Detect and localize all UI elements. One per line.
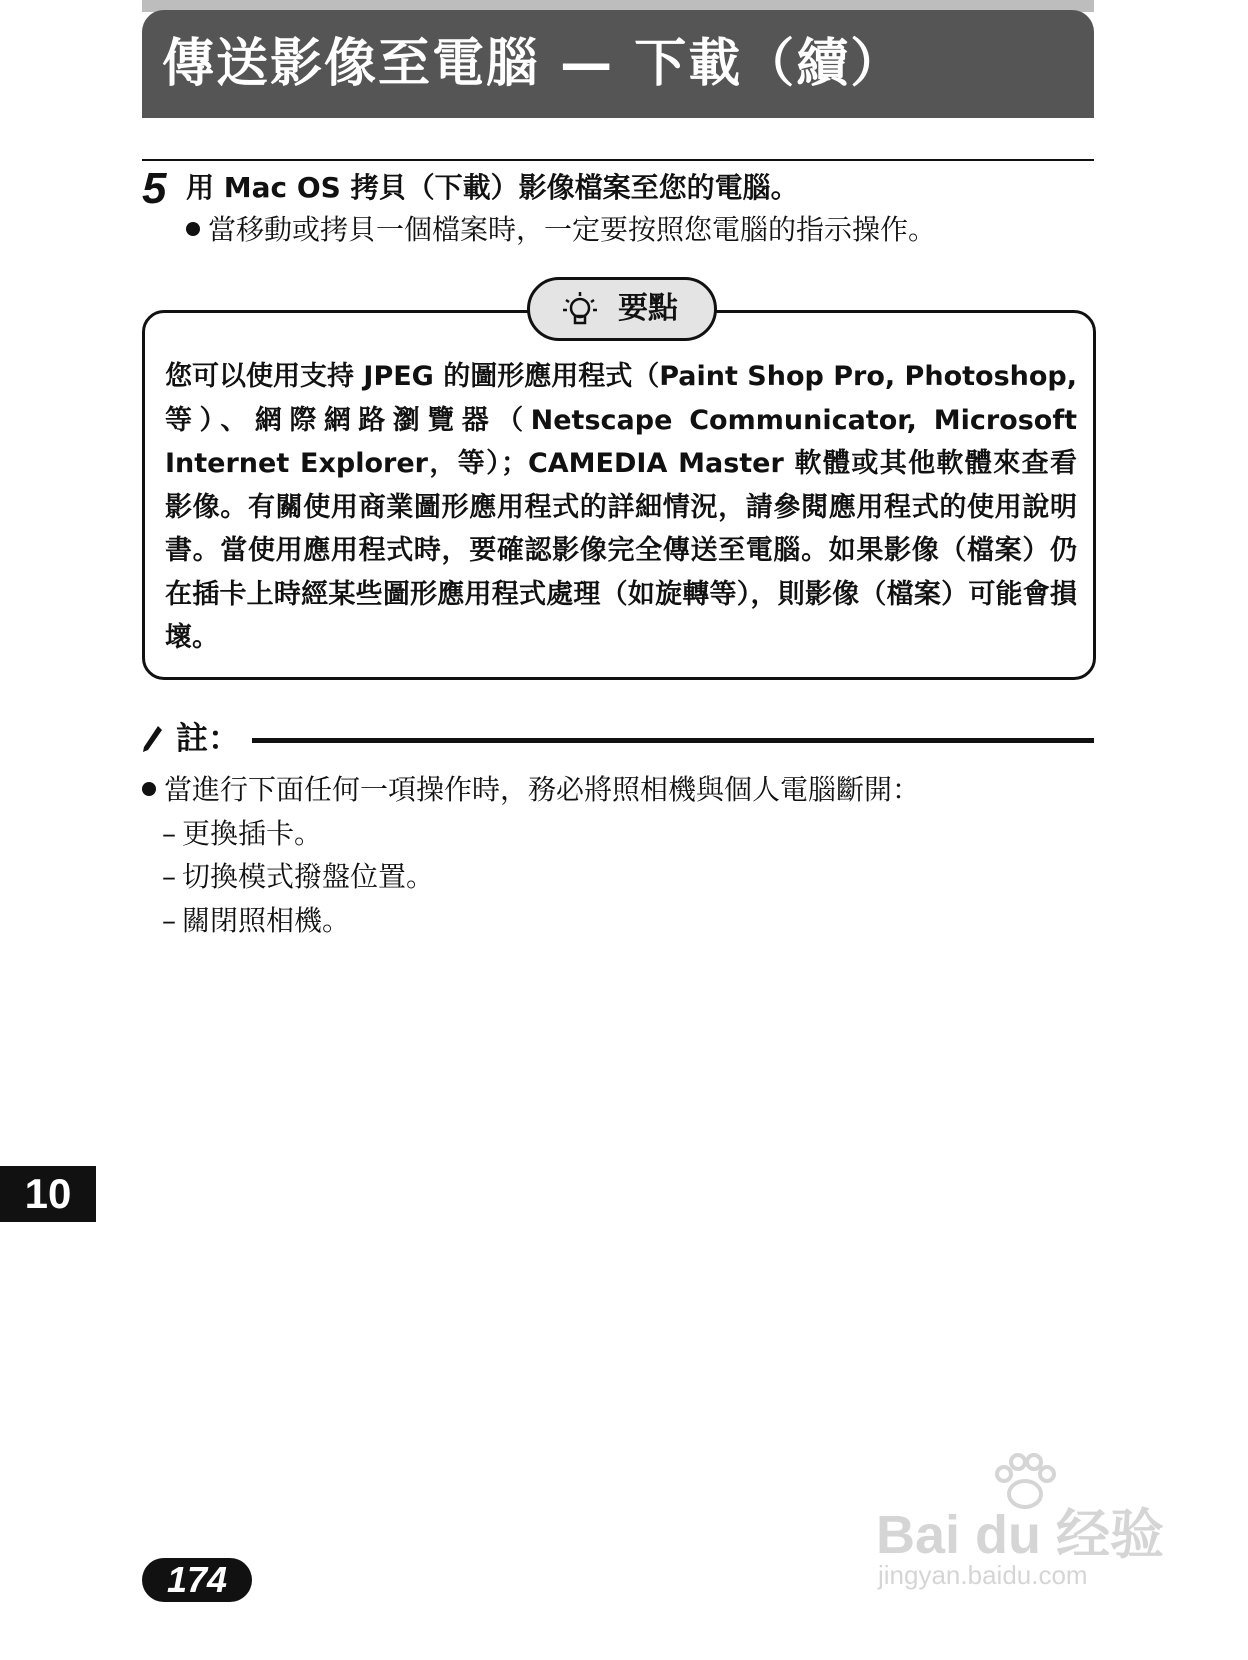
note-label: 註：	[176, 719, 241, 757]
key-point-label: 要點	[618, 291, 678, 326]
step-instruction: 用 Mac OS 拷貝（下載）影像檔案至您的電腦。	[186, 171, 799, 204]
step-divider	[142, 159, 1094, 161]
key-point-tab	[527, 277, 717, 341]
watermark-logo	[870, 1452, 1170, 1602]
watermark-url: jingyan.baidu.com	[878, 1560, 1088, 1590]
note-sub-text: 更換插卡。	[182, 816, 323, 850]
lightbulb-icon	[560, 290, 600, 330]
pencil-icon	[140, 724, 164, 754]
page-number: 174	[142, 1558, 252, 1602]
watermark-text: Bai du 经验	[876, 1505, 1165, 1565]
note-list	[142, 768, 920, 942]
step-bullet	[186, 212, 936, 248]
page-title: 傳送影像至電腦 — 下載（續）	[162, 34, 905, 94]
note-sub-text: 關閉照相機。	[182, 903, 351, 937]
bullet-icon	[186, 222, 200, 236]
note-main-item	[142, 768, 920, 812]
key-point-box	[142, 310, 1096, 680]
header-bar	[142, 10, 1094, 118]
step-bullet-text: 當移動或拷貝一個檔案時，一定要按照您電腦的指示操作。	[208, 213, 937, 246]
chapter-tab: 10	[0, 1166, 96, 1222]
note-divider	[252, 738, 1094, 743]
step-number: 5	[142, 164, 167, 213]
note-sub-text: 切換模式撥盤位置。	[182, 860, 435, 893]
key-point-text: 您可以使用支持 JPEG 的圖形應用程式（Paint Shop Pro, Photoshop, 等）、網際網路瀏覽器（Netscape Communicator, Microsoft Internet Explorer，等）；CAMEDIA Master 軟體或其他軟體來查看影像。有關使用商業圖形應用程式的詳細情況，請參閱應用程式的使用說明書。當使用應用程式時，要確認影像完全傳送至電腦。如果影像（檔案）仍在插卡上時經某些圖形應用程式處理（如旋轉等），則影像（檔案）可能會損壞。	[165, 361, 1078, 653]
note-sub-item: – 切換模式撥盤位置。	[162, 860, 435, 893]
note-main-text: 當進行下面任何一項操作時，務必將照相機與個人電腦斷開：	[164, 773, 921, 806]
bullet-icon	[142, 782, 156, 796]
note-sub-item: – 關閉照相機。	[162, 903, 351, 937]
note-sub-item: – 更換插卡。	[162, 816, 323, 850]
